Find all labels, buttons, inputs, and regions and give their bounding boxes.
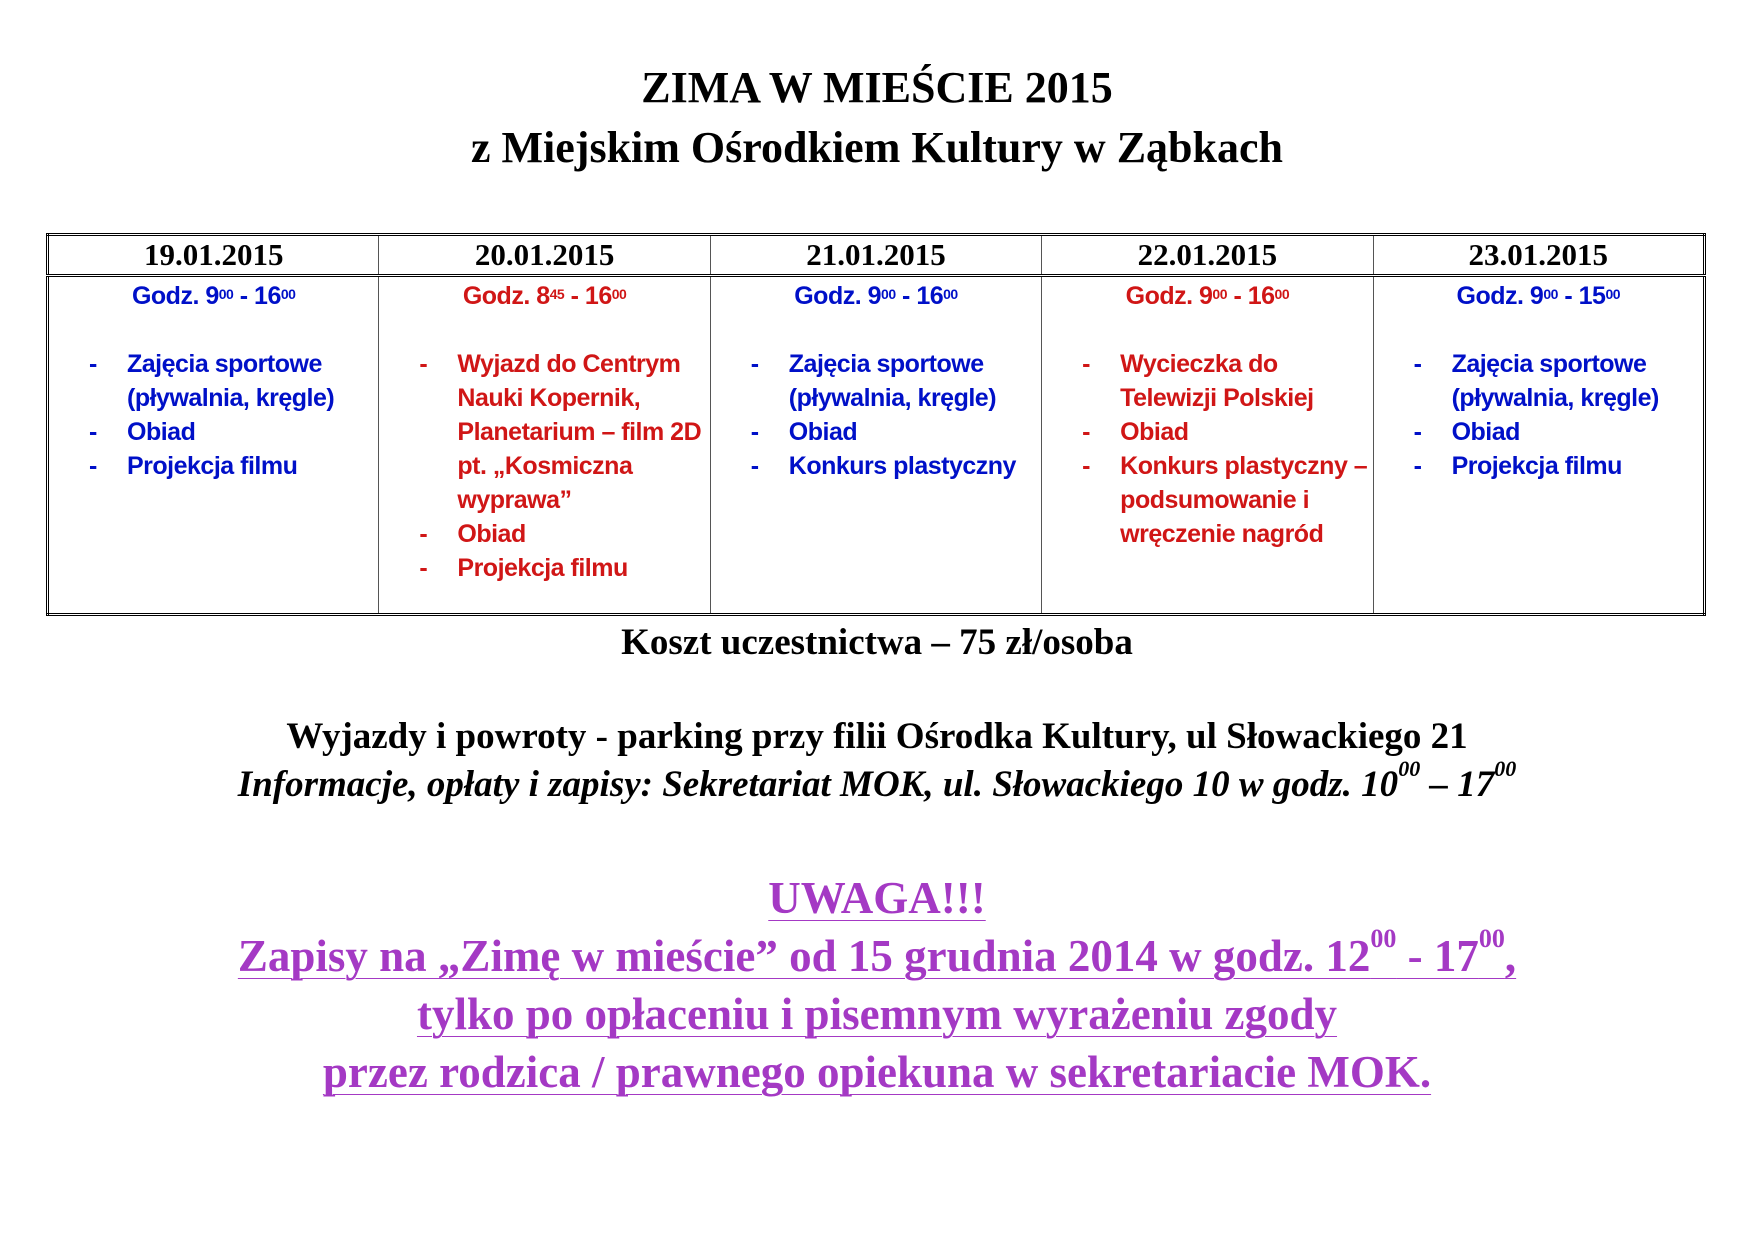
notice-heading: UWAGA!!! [768, 873, 986, 923]
activity-item: - Obiad [419, 517, 709, 551]
date-header: 20.01.2015 [379, 235, 710, 276]
day-hours: Godz. $9^{00} - 16^{00}$ [794, 282, 958, 310]
activity-list [379, 347, 709, 585]
notice-line: Zapisy na „Zimę w mieście” od 15 grudnia 2014 w godz. $12^{00} - 17^{00}$, [237, 924, 1517, 981]
schedule-table [46, 233, 1706, 616]
schedule-header-row [48, 235, 1705, 276]
day-cell [1373, 276, 1704, 615]
day-hours: Godz. $8^{45} - 16^{00}$ [462, 282, 627, 310]
date-header: 22.01.2015 [1042, 235, 1373, 276]
travel-info: Wyjazdy i powroty - parking przy filii Ośrodka Kultury, ul Słowackiego 21 [286, 716, 1468, 757]
date-header: 23.01.2015 [1373, 235, 1704, 276]
activity-item: - Zajęcia sportowe (pływalnia, kręgle) [89, 347, 378, 415]
day-hours: Godz. $9^{00} - 15^{00}$ [1456, 282, 1621, 310]
activity-item: - Konkurs plastyczny – podsumowanie i wręczenie nagród [1082, 449, 1372, 551]
participation-cost: Koszt uczestnictwa – 75 zł/osoba [621, 622, 1133, 663]
activity-list [49, 347, 378, 483]
date-header: 21.01.2015 [710, 235, 1041, 276]
page-title: ZIMA W MIEŚCIE 2015 [641, 63, 1113, 112]
day-cell [710, 276, 1041, 615]
activity-item: - Wycieczka do Telewizji Polskiej [1082, 347, 1372, 415]
notice-line: tylko po opłaceniu i pisemnym wyrażeniu zgody [416, 989, 1338, 1039]
page-subtitle: z Miejskim Ośrodkiem Kultury w Ząbkach [470, 123, 1283, 172]
activity-item: - Projekcja filmu [419, 551, 709, 585]
activity-item: - Konkurs plastyczny [751, 449, 1041, 483]
day-cell [379, 276, 710, 615]
activity-list [711, 347, 1041, 483]
day-cell [1042, 276, 1373, 615]
day-hours: Godz. $9^{00} - 16^{00}$ [1125, 282, 1290, 310]
activity-item: - Projekcja filmu [89, 449, 378, 483]
activity-item: - Obiad [89, 415, 378, 449]
activity-item: - Obiad [751, 415, 1041, 449]
notice-line: przez rodzica / prawnego opiekuna w sekretariacie MOK. [322, 1047, 1432, 1097]
activity-item: - Obiad [1414, 415, 1703, 449]
activity-item: - Zajęcia sportowe (pływalnia, kręgle) [1414, 347, 1703, 415]
day-hours: Godz. $9^{00} - 16^{00}$ [131, 282, 296, 310]
activity-item: - Zajęcia sportowe (pływalnia, kręgle) [751, 347, 1041, 415]
activity-item: - Projekcja filmu [1414, 449, 1703, 483]
activity-item: - Wyjazd do Centrym Nauki Kopernik, Planetarium – film 2D pt. „Kosmiczna wyprawa” [419, 347, 709, 517]
activity-item: - Obiad [1082, 415, 1372, 449]
activity-list [1374, 347, 1703, 483]
day-cell [48, 276, 379, 615]
schedule-body-row [48, 276, 1705, 615]
date-header: 19.01.2015 [48, 235, 379, 276]
contact-info: Informacje, opłaty i zapisy: Sekretariat MOK, ul. Słowackiego 10 w godz. $10^{00} - 17^{00}$ [237, 756, 1517, 805]
activity-list [1042, 347, 1372, 551]
